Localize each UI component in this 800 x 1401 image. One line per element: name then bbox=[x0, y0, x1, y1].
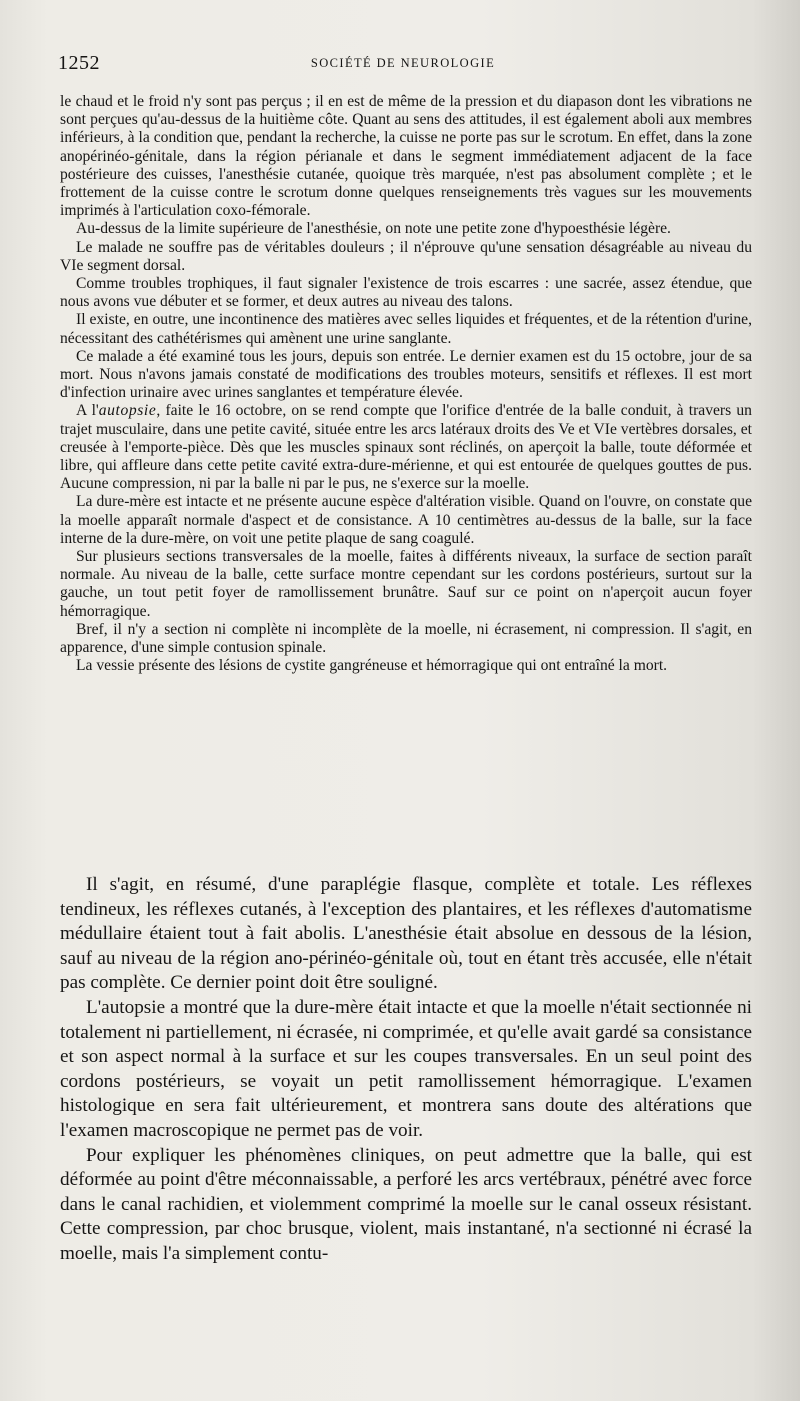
paragraph: Il s'agit, en résumé, d'une paraplégie flasque, complète et totale. Les réflexes tendineux, les réflexes cutanés, à l'exception des plantaires, et les réflexes d'automatisme médullaire étaient tout à fait abolis. L'anesthésie était absolue en dessous de la lésion, sauf au niveau de la région ano-périnéo-génitale où, tout en étant très accusée, elle n'était pas complète. Ce dernier point doit être souligné. bbox=[60, 874, 752, 994]
case-report-section bbox=[60, 93, 752, 676]
paragraph: Bref, il n'y a section ni complète ni incomplète de la moelle, ni écrasement, ni compression. Il s'agit, en apparence, d'une simple contusion spinale. bbox=[60, 620, 752, 657]
paragraph: L'autopsie a montré que la dure-mère était intacte et que la moelle n'était sectionnée ni totalement ni partiellement, ni écrasée, ni comprimée, et qu'elle avait gardé sa consistance et son aspect normal à la surface et sur les coupes transversales. En un seul point des cordons postérieurs, se voyait un petit ramollissement hémorragique. L'examen histologique en sera fait ultérieurement, et montrera sans doute des altérations que l'examen macroscopique ne permet pas de voir. bbox=[60, 996, 752, 1141]
page-header bbox=[58, 52, 748, 74]
paragraph: Pour expliquer les phénomènes cliniques, on peut admettre que la balle, qui est déformée au point d'être méconnaissable, a perforé les arcs vertébraux, pénétré avec force dans le canal rachidien, et violemment comprimé la moelle sur le canal osseux résistant. Cette compression, par choc brusque, violent, mais instantané, n'a sectionné ni écrasé la moelle, mais l'a simplement contu- bbox=[60, 1144, 752, 1264]
paragraph: La vessie présente des lésions de cystite gangréneuse et hémorragique qui ont entraîné la mort. bbox=[76, 657, 668, 675]
autopsy-text: , faite le 16 octobre, on se rend compte que l'orifice d'entrée de la balle conduit, à travers un trajet musculaire, dans une petite cavité, située entre les arcs latéraux droits des Ve et VIe vertèbres dorsales, et creusée à l'emporte-pièce. Dès que les muscles spinaux sont réclinés, on aperçoit la balle, toute déformée et libre, qui affleure dans cette petite cavité extra-dure-mérienne, et qui est entourée de quelques gouttes de pus. Aucune compression, ni par la balle ni par le pus, ne s'exerce sur la moelle. bbox=[60, 402, 752, 493]
paragraph: Il existe, en outre, une incontinence des matières avec selles liquides et fréquentes, et de la rétention d'urine, nécessitant des cathétérismes qui amènent une urine sanglante. bbox=[60, 311, 752, 347]
paragraph: Le malade ne souffre pas de véritables douleurs ; il n'éprouve qu'une sensation désagréable au niveau du VIe segment dorsal. bbox=[60, 238, 752, 274]
page-number: 1252 bbox=[58, 52, 100, 74]
paragraph: Ce malade a été examiné tous les jours, depuis son entrée. Le dernier examen est du 15 octobre, jour de sa mort. Nous n'avons jamais constaté de modifications des troubles moteurs, sensitifs et réflexes. Il est mort d'infection urinaire avec urines sanglantes et température élevée. bbox=[60, 347, 752, 402]
paragraph: La dure-mère est intacte et ne présente aucune espèce d'altération visible. Quand on l'ouvre, on constate que la moelle apparaît normale d'aspect et de consistance. A 10 centimètres au-dessus de la balle, sur la face interne de la dure-mère, on voit une petite plaque de sang coagulé. bbox=[60, 493, 752, 547]
paragraph: le chaud et le froid n'y sont pas perçus ; il en est de même de la pression et du diapason dont les vibrations ne sont perçues qu'au-dessus de la huitième côte. Quant au sens des attitudes, il est également aboli aux membres inférieurs, à la condition que, pendant la recherche, la cuisse ne porte pas sur le scrotum. En effet, dans la zone anopérinéo-génitale, dans la région périanale et dans le segment immédiatement adjacent de la face postérieure des cuisses, l'anesthésie cutanée, quoique très marquée, n'est pas absolument complète ; et le frottement de la cuisse contre le scrotum donne quelques renseignements très vagues sur les mouvements imprimés à l'articulation coxo-fémorale. bbox=[60, 93, 752, 220]
autopsy-lead: A l' bbox=[76, 402, 99, 420]
paragraph: Sur plusieurs sections transversales de la moelle, faites à différents niveaux, la surface de section paraît normale. Au niveau de la balle, cette surface montre cependant sur les cordons postérieurs, surtout sur la gauche, un tout petit foyer de ramollissement brunâtre. Sauf sur ce point on n'aperçoit aucun foyer hémorragique. bbox=[60, 548, 752, 620]
paragraph: Au-dessus de la limite supérieure de l'anesthésie, on note une petite zone d'hypoesthésie légère. bbox=[76, 220, 671, 238]
discussion-section bbox=[60, 873, 752, 1267]
running-title: SOCIÉTÉ DE NEUROLOGIE bbox=[310, 56, 496, 70]
autopsy-term: autopsie bbox=[98, 402, 157, 420]
paragraph: Comme troubles trophiques, il faut signaler l'existence de trois escarres : une sacrée, assez étendue, que nous avons vue débuter et se former, et deux autres au niveau des talons. bbox=[60, 275, 752, 311]
autopsy-paragraph bbox=[60, 402, 752, 493]
